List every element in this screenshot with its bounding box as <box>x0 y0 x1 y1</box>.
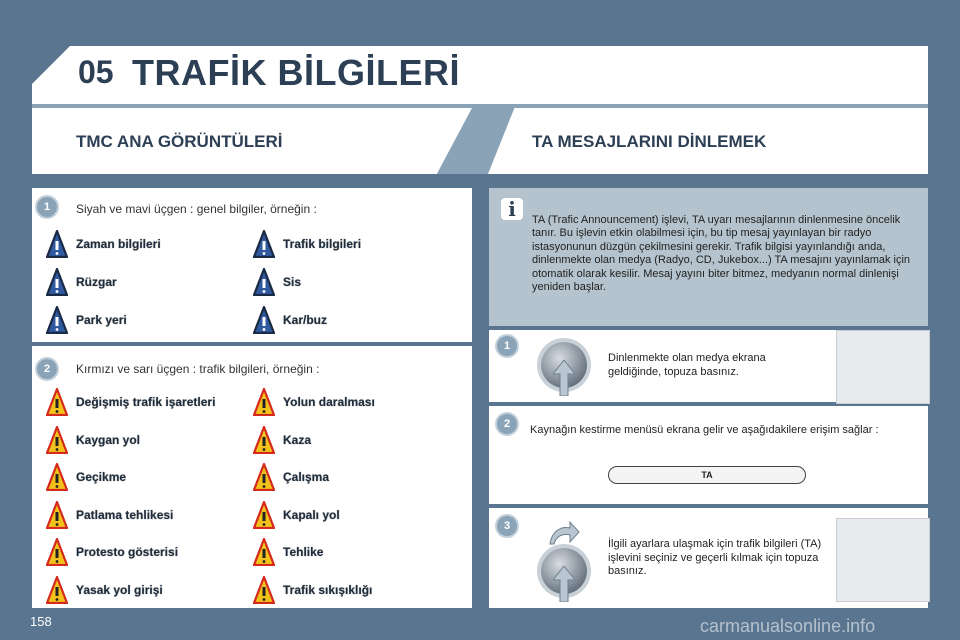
legend-item <box>253 268 301 296</box>
legend-item-label: Kapalı yol <box>283 507 340 522</box>
ta-info-text: TA (Trafic Announcement) işlevi, TA uyarı mesajlarının dinlenmesine öncelik tanır. Bu işlevin etkin olabilmesi için, bu tip mesaj yayınlayan bir radyo istasyonunun düzgün çekilmesini gerekir. Trafik bilgisi yayınlandığı anda, dinlenmekte olan medya (Radyo, CD, Jukebox...) TA mesajını yayınlamak için otomatik olarak kesilir. Mesaj yayını biter bitmez, medyanın normal dinlenişi yeniden başlar. <box>532 214 911 294</box>
protest-triangle-icon <box>46 538 68 566</box>
step-badge: 1 <box>497 336 517 356</box>
legend-item-label: Zaman bilgileri <box>76 237 161 251</box>
roadworks-triangle-icon <box>253 463 275 491</box>
step2-text: Kaynağın kestirme menüsü ekrana gelir ve aşağıdakilere erişim sağlar : <box>530 424 879 436</box>
legend-item <box>253 230 361 258</box>
legend-item-label: Patlama tehlikesi <box>76 507 174 522</box>
step-badge: 3 <box>497 516 517 536</box>
ta-button[interactable]: TA <box>608 466 806 484</box>
radio-console-icon <box>836 518 930 602</box>
legend-item <box>253 388 375 416</box>
legend-item-label: Protesto gösterisi <box>76 545 179 559</box>
right-section-title: TA MESAJLARINI DİNLEMEK <box>532 132 767 151</box>
legend-item <box>46 501 173 529</box>
group1-intro: Siyah ve mavi üçgen : genel bilgiler, örneğin : <box>76 202 317 216</box>
watermark: carmanualsonline.info <box>700 616 876 636</box>
clock-info-triangle-icon <box>46 230 68 258</box>
legend-item <box>46 463 126 491</box>
parking-triangle-icon <box>46 306 68 334</box>
legend-item-label: Kaygan yol <box>76 432 141 447</box>
left-section-title: TMC ANA GÖRÜNTÜLERİ <box>76 132 283 151</box>
radio-console-icon <box>836 330 930 404</box>
legend-item-label: Trafik sıkışıklığı <box>283 582 373 597</box>
legend-item <box>253 538 323 566</box>
changed-signs-triangle-icon <box>46 388 68 416</box>
legend-item-label: Geçikme <box>76 470 127 484</box>
legend-item-label: Kar/buz <box>283 313 328 327</box>
legend-item <box>46 306 127 334</box>
danger-triangle-icon <box>253 538 275 566</box>
info-triangle-icon <box>253 230 275 258</box>
push-arrow-icon <box>553 360 575 396</box>
fog-triangle-icon <box>253 268 275 296</box>
legend-item <box>253 463 329 491</box>
legend-item <box>253 576 372 604</box>
chapter-number: 05 <box>78 54 114 90</box>
legend-item <box>253 306 327 334</box>
slippery-road-triangle-icon <box>46 426 68 454</box>
accident-triangle-icon <box>253 426 275 454</box>
wind-triangle-icon <box>46 268 68 296</box>
legend-item <box>46 426 140 454</box>
legend-item <box>253 501 340 529</box>
page-number: 158 <box>30 614 52 629</box>
legend-item-label: Trafik bilgileri <box>283 237 362 251</box>
step-badge: 2 <box>37 359 57 379</box>
legend-item-label: Rüzgar <box>76 275 117 289</box>
legend-item-label: Değişmiş trafik işaretleri <box>76 395 216 409</box>
legend-item <box>46 388 215 416</box>
step-badge: 1 <box>37 197 57 217</box>
legend-item <box>46 538 178 566</box>
step3-text: İlgili ayarlara ulaşmak için trafik bilgileri (TA) işlevini seçiniz ve geçerli kılmak için topuza basınız. <box>608 538 822 577</box>
legend-item <box>46 230 161 258</box>
step-badge: 2 <box>497 414 517 434</box>
step2-panel <box>489 406 928 504</box>
group2-intro: Kırmızı ve sarı üçgen : trafik bilgileri, örneğin : <box>76 362 320 376</box>
legend-item-label: Park yeri <box>76 313 127 327</box>
no-entry-triangle-icon <box>46 576 68 604</box>
legend-item-label: Çalışma <box>283 470 330 484</box>
info-icon: i <box>501 198 523 220</box>
delay-triangle-icon <box>46 463 68 491</box>
push-arrow-icon <box>553 566 575 602</box>
legend-item-label: Yolun daralması <box>283 395 375 409</box>
rotate-arrow-icon <box>546 520 580 546</box>
legend-item <box>46 268 117 296</box>
legend-item-label: Yasak yol girişi <box>76 582 163 597</box>
legend-item-label: Sis <box>283 275 302 289</box>
chapter-title: TRAFİK BİLGİLERİ <box>132 52 460 93</box>
legend-item-label: Tehlike <box>283 545 324 559</box>
explosion-triangle-icon <box>46 501 68 529</box>
legend-item-label: Kaza <box>283 432 312 447</box>
step1-text: Dinlenmekte olan medya ekrana geldiğinde, topuza basınız. <box>608 352 766 378</box>
closed-road-triangle-icon <box>253 501 275 529</box>
traffic-jam-triangle-icon <box>253 576 275 604</box>
snow-triangle-icon <box>253 306 275 334</box>
legend-item <box>253 426 311 454</box>
road-narrows-triangle-icon <box>253 388 275 416</box>
legend-item <box>46 576 163 604</box>
